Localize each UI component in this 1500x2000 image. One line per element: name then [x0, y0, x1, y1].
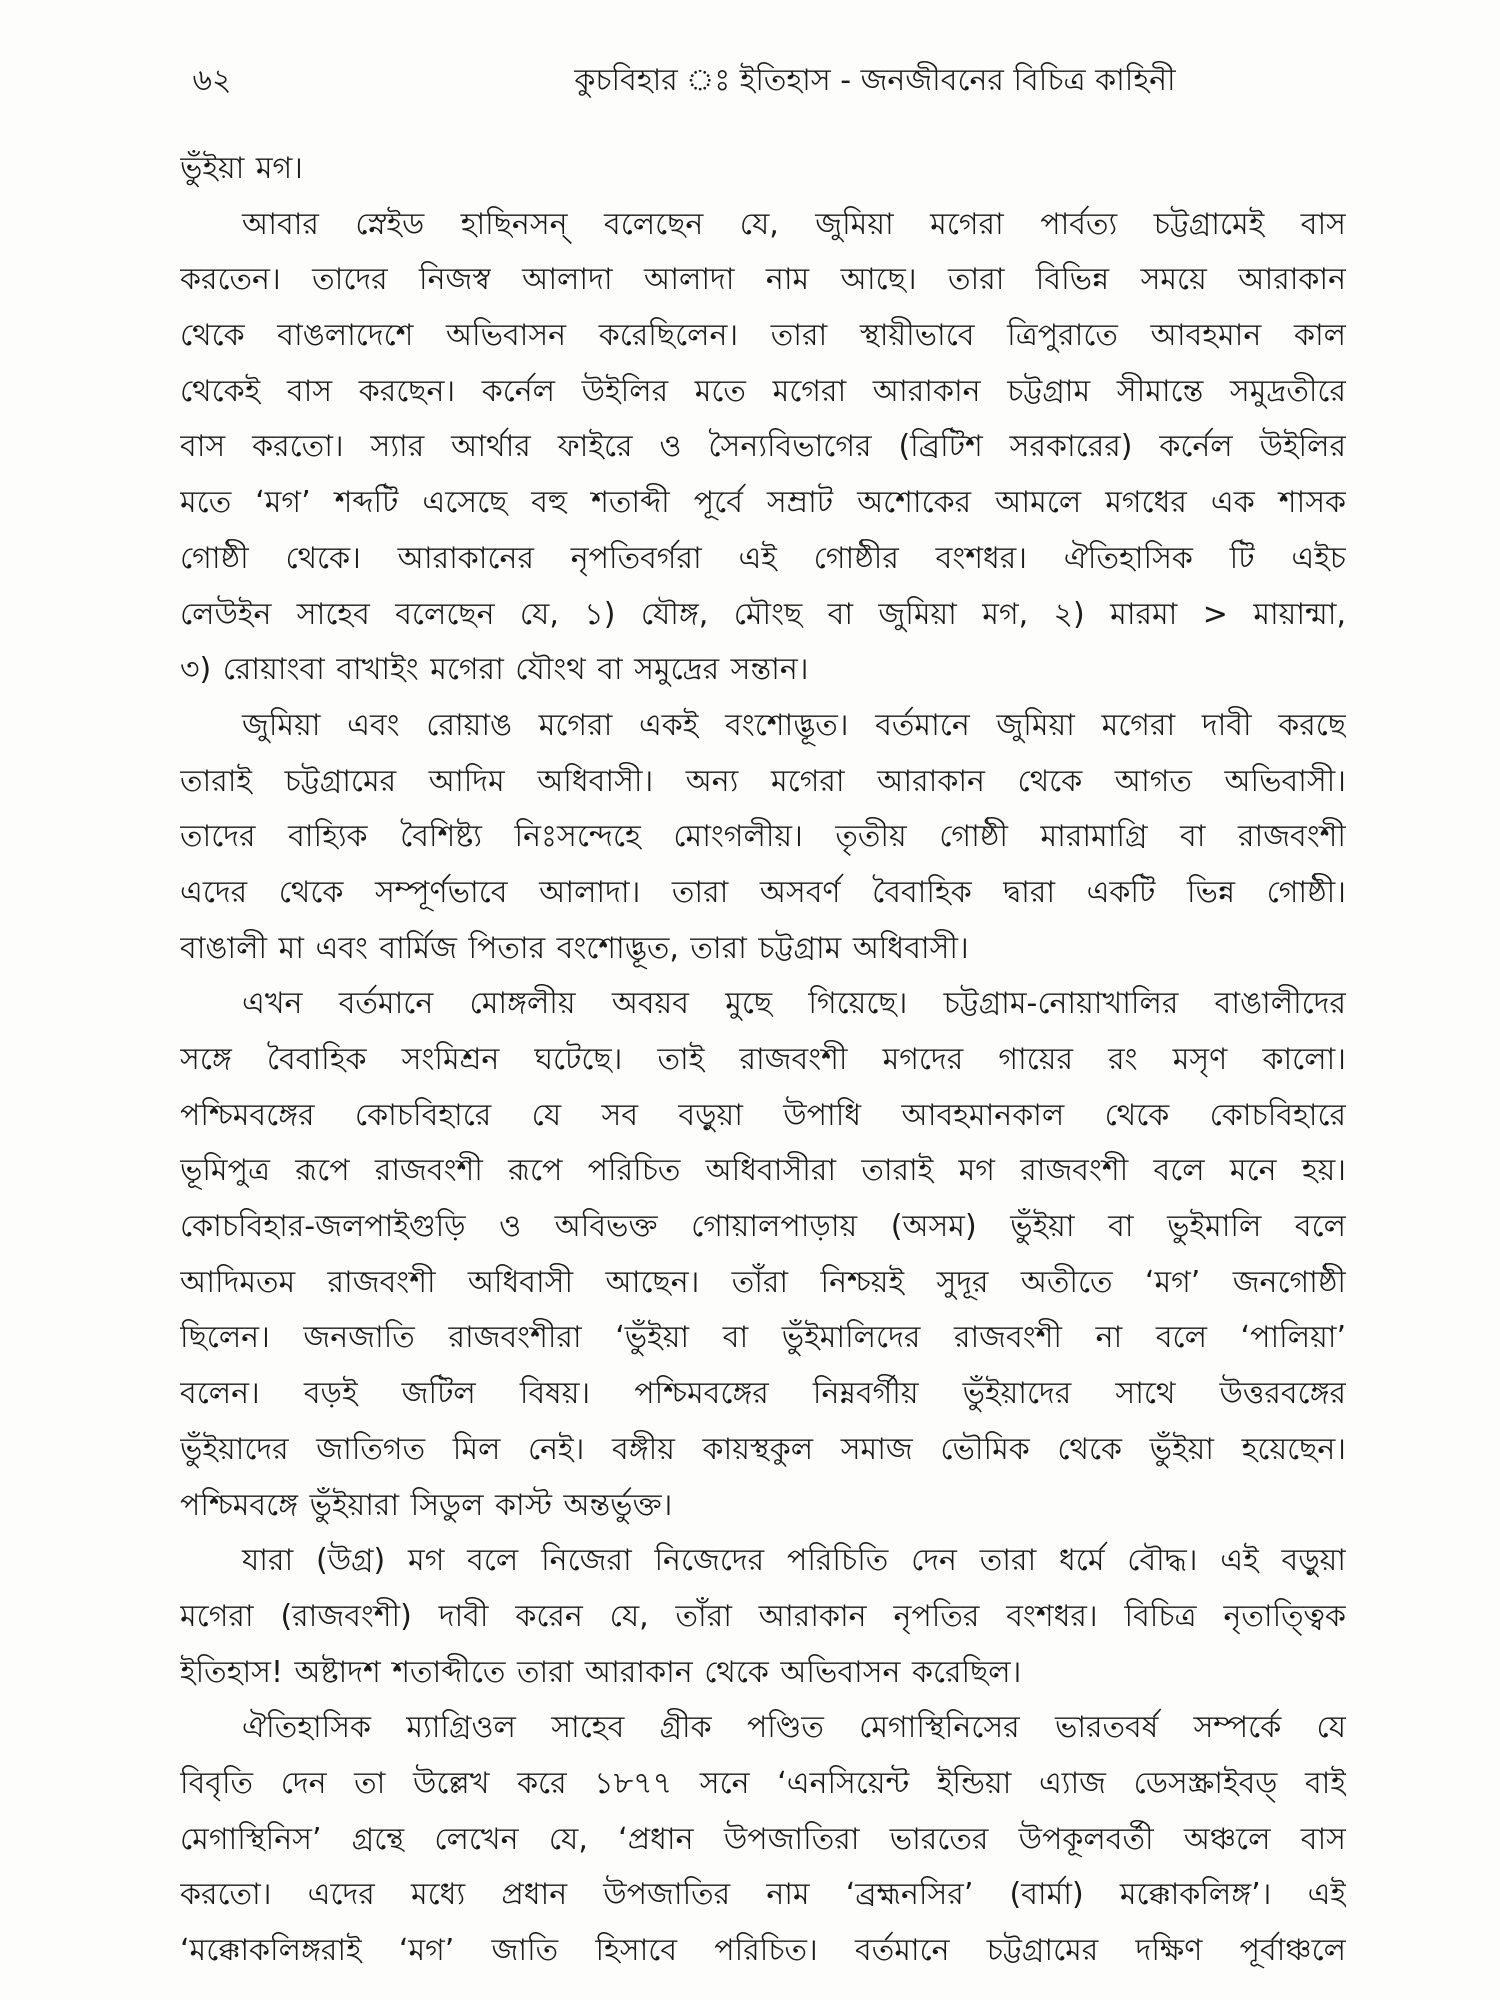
text-line: ‘মক্কোকলিঙ্গরাই ‘মগ’ জাতি হিসাবে পরিচিত। বর্তমানে চট্টগ্রামের দক্ষিণ পূর্বাঞ্চলে: [180, 1933, 1346, 1968]
running-head: [0, 52, 1500, 110]
text-line: লেউইন সাহেব বলেছেন যে, ১) যৌঙ্গ, মৌংছ বা জুমিয়া মগ, ২) মারমা > মায়ান্মা,: [180, 596, 1346, 632]
paragraph: [180, 976, 1346, 1533]
paragraph-continuation: [180, 141, 1346, 197]
text-line: পশ্চিমবঙ্গে ভুঁইয়ারা সিডুল কাস্ট অন্তর্ভুক্ত।: [180, 1487, 673, 1523]
text-line: থেকে বাঙলাদেশে অভিবাসন করেছিলেন। তারা স্থায়ীভাবে ত্রিপুরাতে আবহমান কাল: [180, 318, 1346, 354]
text-line: গোষ্ঠী থেকে। আরাকানের নৃপতিবর্গরা এই গোষ্ঠীর বংশধর। ঐতিহাসিক টি এইচ: [180, 540, 1346, 576]
text-line: কোচবিহার-জলপাইগুড়ি ও অবিভক্ত গোয়ালপাড়ায় (অসম) ভুঁইয়া বা ভুইমালি বলে: [180, 1209, 1346, 1245]
text-line: করতেন। তাদের নিজস্ব আলাদা আলাদা নাম আছে। তারা বিভিন্ন সময়ে আরাকান: [180, 262, 1346, 298]
paragraph: [180, 197, 1346, 698]
text-line: বিবৃতি দেন তা উল্লেখ করে ১৮৭৭ সনে ‘এনসিয়েন্ট ইন্ডিয়া এ্যাজ ডেসস্ক্রাইবড্ বাই: [180, 1765, 1346, 1801]
text-line: বলেন। বড়ই জটিল বিষয়। পশ্চিমবঙ্গের নিম্নবর্গীয় ভুঁইয়াদের সাথে উত্তরবঙ্গের: [180, 1376, 1346, 1412]
text-line: এখন বর্তমানে মোঙ্গলীয় অবয়ব মুছে গিয়েছে। চট্টগ্রাম-নোয়াখালির বাঙালীদের: [242, 986, 1346, 1022]
text-line: ভুঁইয়াদের জাতিগত মিল নেই। বঙ্গীয় কায়স্থকুল সমাজ ভৌমিক থেকে ভুঁইয়া হয়েছেন।: [180, 1431, 1346, 1467]
text-line: মেগাস্থিনিস’ গ্রন্থে লেখেন যে, ‘প্রধান উপজাতিরা ভারতের উপকূলবর্তী অঞ্চলে বাস: [180, 1821, 1346, 1857]
running-title: কুচবিহার ঃ ইতিহাস - জনজীবনের বিচিত্র কাহিনী: [574, 63, 1176, 98]
text-line: মগেরা (রাজবংশী) দাবী করেন যে, তাঁরা আরাকান নৃপতির বংশধর। বিচিত্র নৃতাত্ত্বিক: [180, 1598, 1346, 1634]
text-line: মতে ‘মগ’ শব্দটি এসেছে বহু শতাব্দী পূর্বে সম্রাট অশোকের আমলে মগধের এক শাসক: [180, 485, 1346, 521]
text-line: বাস করতো। স্যার আর্থার ফাইরে ও সৈন্যবিভাগের (ব্রিটিশ সরকারের) কর্নেল উইলির: [180, 429, 1346, 465]
text-line: ইতিহাস! অষ্টাদশ শতাব্দীতে তারা আরাকান থেকে অভিবাসন করেছিল।: [180, 1654, 1022, 1690]
text-line: এদের থেকে সম্পূর্ণভাবে আলাদা। তারা অসবর্ণ বৈবাহিক দ্বারা একটি ভিন্ন গোষ্ঠী।: [180, 874, 1346, 910]
body-text: [180, 141, 1346, 1979]
text-line: ৩) রোয়াংবা বাখাইং মগেরা যৌংথ বা সমুদ্রের সন্তান।: [180, 652, 809, 688]
text-line: সঙ্গে বৈবাহিক সংমিশ্রন ঘটেছে। তাই রাজবংশী মগদের গায়ের রং মসৃণ কালো।: [180, 1042, 1346, 1077]
text-line: করতো। এদের মধ্যে প্রধান উপজাতির নাম ‘ব্রহ্মনসির’ (বার্মা) মক্কোকলিঙ্গ’। এই: [180, 1877, 1346, 1913]
paragraph: [180, 1533, 1346, 1700]
text-line: আবার স্নেইড হাছিনসন্ বলেছেন যে, জুমিয়া মগেরা পার্বত্য চট্টগ্রামেই বাস: [242, 206, 1346, 242]
text-line: বাঙালী মা এবং বার্মিজ পিতার বংশোদ্ভূত, তারা চট্টগ্রাম অধিবাসী।: [180, 930, 969, 966]
text-line: তাদের বাহ্যিক বৈশিষ্ট্য নিঃসন্দেহে মোংগলীয়। তৃতীয় গোষ্ঠী মারামাগ্রি বা রাজবংশী: [180, 819, 1346, 855]
text-line: থেকেই বাস করছেন। কর্নেল উইলির মতে মগেরা আরাকান চট্টগ্রাম সীমান্তে সমুদ্রতীরে: [180, 373, 1346, 409]
text-line: যারা (উগ্র) মগ বলে নিজেরা নিজেদের পরিচিতি দেন তারা ধর্মে বৌদ্ধ। এই বড়ুয়া: [242, 1543, 1346, 1579]
text-line: পশ্চিমবঙ্গের কোচবিহারে যে সব বড়ুয়া উপাধি আবহমানকাল থেকে কোচবিহারে: [180, 1097, 1346, 1133]
paragraph: [180, 698, 1346, 976]
text-line: তারাই চট্টগ্রামের আদিম অধিবাসী। অন্য মগেরা আরাকান থেকে আগত অভিবাসী।: [180, 763, 1346, 799]
text-line: ভুঁইয়া মগ।: [180, 151, 303, 186]
text-line: আদিমতম রাজবংশী অধিবাসী আছেন। তাঁরা নিশ্চয়ই সুদূর অতীতে ‘মগ’ জনগোষ্ঠী: [180, 1264, 1346, 1300]
text-line: ভূমিপুত্র রূপে রাজবংশী রূপে পরিচিত অধিবাসীরা তারাই মগ রাজবংশী বলে মনে হয়।: [180, 1153, 1346, 1189]
page-number: ৬২: [192, 63, 232, 98]
paragraph: [180, 1700, 1346, 1978]
text-line: জুমিয়া এবং রোয়াঙ মগেরা একই বংশোদ্ভূত। বর্তমানে জুমিয়া মগেরা দাবী করছে: [242, 707, 1346, 743]
text-line: ঐতিহাসিক ম্যাগ্রিওল সাহেব গ্রীক পণ্ডিত মেগাস্থিনিসের ভারতবর্ষ সম্পর্কে যে: [242, 1710, 1346, 1746]
text-line: ছিলেন। জনজাতি রাজবংশীরা ‘ভুঁইয়া বা ভুঁইমালিদের রাজবংশী না বলে ‘পালিয়া’: [180, 1320, 1346, 1356]
